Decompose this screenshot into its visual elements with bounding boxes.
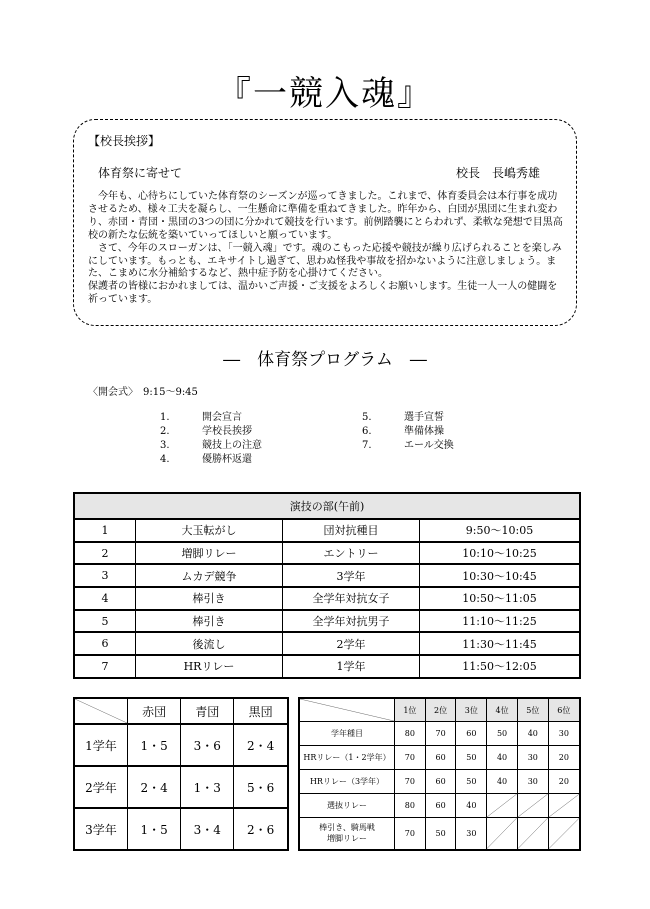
diagonal-empty-cell	[517, 818, 548, 850]
table-cell: 1・5	[128, 724, 181, 766]
row-label: 2学年	[74, 766, 128, 808]
table-header-row	[74, 493, 580, 519]
table-row	[74, 724, 288, 766]
table-cell: 20	[548, 746, 580, 770]
item-text: 学校長挨拶	[202, 426, 252, 437]
table-cell: 20	[548, 770, 580, 794]
table-row	[74, 808, 288, 850]
event-group: 1学年	[283, 655, 420, 678]
item-number: 2.	[160, 426, 170, 437]
row-number: 4	[74, 587, 136, 610]
event-time: 11:10～11:25	[420, 610, 581, 633]
table-cell: 1・5	[128, 808, 181, 850]
table-cell: 2・4	[234, 724, 288, 766]
table-cell: 60	[425, 746, 456, 770]
greeting-heading: 【校長挨拶】	[88, 134, 161, 148]
table-row	[299, 746, 580, 770]
event-group: エントリー	[283, 542, 420, 565]
event-name: HRリレー	[136, 655, 283, 678]
morning-program-table	[73, 492, 581, 679]
table-row	[74, 610, 580, 633]
table-row	[74, 766, 288, 808]
table-cell: 80	[395, 722, 426, 746]
table-cell: 60	[456, 722, 487, 746]
table-row	[74, 587, 580, 610]
event-name: 増脚リレー	[136, 542, 283, 565]
row-label: 選抜リレー	[299, 794, 395, 818]
table-cell: 50	[456, 746, 487, 770]
greeting-paragraph: 今年も、心待ちにしていた体育祭のシーズンが巡ってきました。これまで、体育委員会は本行事を成功させるため、様々工夫を凝らし、一生懸命に準備を重ねてきました。昨年から、白団が黒団に生まれ変わり、赤団・青団・黒団の3つの団に分かれて競技を行います。前例踏襲にとらわれず、柔軟な発想で目黒高校の新たな伝統を築いていってほしいと願っています。	[88, 191, 563, 241]
row-label: 1学年	[74, 724, 128, 766]
item-text: 準備体操	[404, 426, 444, 437]
item-text: 競技上の注意	[202, 440, 262, 451]
table-cell: 30	[517, 746, 548, 770]
diagonal-empty-cell	[487, 818, 518, 850]
points-table	[298, 697, 581, 851]
event-time: 11:30～11:45	[420, 632, 581, 655]
table-row	[74, 632, 580, 655]
table-cell: 50	[487, 722, 518, 746]
row-label: HRリレー（3学年）	[299, 770, 395, 794]
event-time: 10:50～11:05	[420, 587, 581, 610]
greeting-signature: 校長 長嶋秀雄	[456, 166, 541, 180]
table-row	[299, 770, 580, 794]
event-name: ムカデ競争	[136, 564, 283, 587]
table-cell: 30	[456, 818, 487, 850]
diagonal-empty-cell	[548, 794, 580, 818]
event-group: 全学年対抗女子	[283, 587, 420, 610]
table-row	[299, 794, 580, 818]
table-cell: 2・4	[128, 766, 181, 808]
table-cell: 50	[456, 770, 487, 794]
diagonal-empty-cell	[487, 794, 518, 818]
column-header: 5位	[517, 698, 548, 722]
table-cell: 70	[395, 746, 426, 770]
event-name: 大玉転がし	[136, 519, 283, 542]
table-cell: 30	[517, 770, 548, 794]
column-header: 赤団	[128, 698, 181, 724]
row-label: HRリレー（1・2学年）	[299, 746, 395, 770]
column-header: 1位	[395, 698, 426, 722]
opening-ceremony-label: 〈開会式〉 9:15～9:45	[88, 387, 198, 398]
opening-list-left	[160, 411, 262, 467]
opening-list-right	[362, 411, 454, 453]
page-title: 『一競入魂』	[217, 74, 433, 114]
list-item	[160, 453, 262, 467]
table-cell: 60	[425, 770, 456, 794]
column-header: 6位	[548, 698, 580, 722]
team-class-table	[73, 697, 289, 851]
table-cell: 3・4	[181, 808, 234, 850]
table-cell: 40	[456, 794, 487, 818]
event-time: 10:30～10:45	[420, 564, 581, 587]
table-row	[299, 818, 580, 850]
program-title: ― 体育祭プログラム ―	[223, 350, 427, 370]
item-text: 開会宣言	[202, 412, 242, 423]
diagonal-empty-cell	[517, 794, 548, 818]
event-name: 後流し	[136, 632, 283, 655]
morning-table-header: 演技の部(午前)	[74, 493, 580, 519]
table-cell: 40	[487, 770, 518, 794]
event-group: 団対抗種目	[283, 519, 420, 542]
table-cell: 3・6	[181, 724, 234, 766]
row-number: 6	[74, 632, 136, 655]
table-cell: 70	[395, 770, 426, 794]
column-header: 黒団	[234, 698, 288, 724]
greeting-paragraph: 保護者の皆様におかれましては、温かいご声援・ご支援をよろしくお願いします。生徒一人一人の健闘を祈っています。	[88, 281, 558, 306]
list-item	[362, 439, 454, 453]
column-header: 2位	[425, 698, 456, 722]
event-group: 2学年	[283, 632, 420, 655]
table-cell: 40	[517, 722, 548, 746]
item-number: 4.	[160, 454, 170, 465]
list-item	[160, 425, 262, 439]
list-item	[160, 439, 262, 453]
column-header: 青団	[181, 698, 234, 724]
row-number: 1	[74, 519, 136, 542]
event-time: 11:50～12:05	[420, 655, 581, 678]
event-name: 棒引き	[136, 587, 283, 610]
item-text: 選手宣誓	[404, 412, 444, 423]
table-row	[74, 519, 580, 542]
row-label: 3学年	[74, 808, 128, 850]
table-cell: 2・6	[234, 808, 288, 850]
table-cell: 70	[395, 818, 426, 850]
item-number: 5.	[362, 412, 372, 423]
item-text: 優勝杯返還	[202, 454, 252, 465]
table-row	[299, 722, 580, 746]
event-group: 3学年	[283, 564, 420, 587]
greeting-subtitle: 体育祭に寄せて	[98, 166, 183, 180]
table-cell: 80	[395, 794, 426, 818]
principal-greeting-box	[73, 119, 577, 326]
diagonal-empty-cell	[548, 818, 580, 850]
item-text: エール交換	[404, 440, 454, 451]
diagonal-corner-cell	[74, 698, 128, 724]
table-header-row	[299, 698, 580, 722]
item-number: 3.	[160, 440, 170, 451]
row-number: 7	[74, 655, 136, 678]
item-number: 7.	[362, 440, 372, 451]
column-header: 3位	[456, 698, 487, 722]
row-number: 2	[74, 542, 136, 565]
table-row	[74, 564, 580, 587]
greeting-paragraph: さて、今年のスローガンは、「一競入魂」です。魂のこもった応援や競技が繰り広げられることを楽しみにしています。もっとも、エキサイトし過ぎて、思わぬ怪我や事故を招かないように注意しましょう。また、こまめに水分補給するなど、熱中症予防を心掛けてください。	[88, 242, 562, 280]
table-header-row	[74, 698, 288, 724]
diagonal-corner-cell	[299, 698, 395, 722]
item-number: 1.	[160, 412, 170, 423]
table-cell: 70	[425, 722, 456, 746]
row-number: 5	[74, 610, 136, 633]
row-label: 棒引き、騎馬戦 増脚リレー	[299, 818, 395, 850]
event-name: 棒引き	[136, 610, 283, 633]
table-cell: 1・3	[181, 766, 234, 808]
table-cell: 50	[425, 818, 456, 850]
table-row	[74, 542, 580, 565]
event-time: 9:50～10:05	[420, 519, 581, 542]
event-group: 全学年対抗男子	[283, 610, 420, 633]
row-label: 学年種目	[299, 722, 395, 746]
table-cell: 60	[425, 794, 456, 818]
table-cell: 5・6	[234, 766, 288, 808]
list-item	[362, 411, 454, 425]
table-row	[74, 655, 580, 678]
list-item	[362, 425, 454, 439]
event-time: 10:10～10:25	[420, 542, 581, 565]
table-cell: 30	[548, 722, 580, 746]
item-number: 6.	[362, 426, 372, 437]
table-cell: 40	[487, 746, 518, 770]
list-item	[160, 411, 262, 425]
greeting-body	[88, 191, 566, 307]
row-number: 3	[74, 564, 136, 587]
column-header: 4位	[487, 698, 518, 722]
